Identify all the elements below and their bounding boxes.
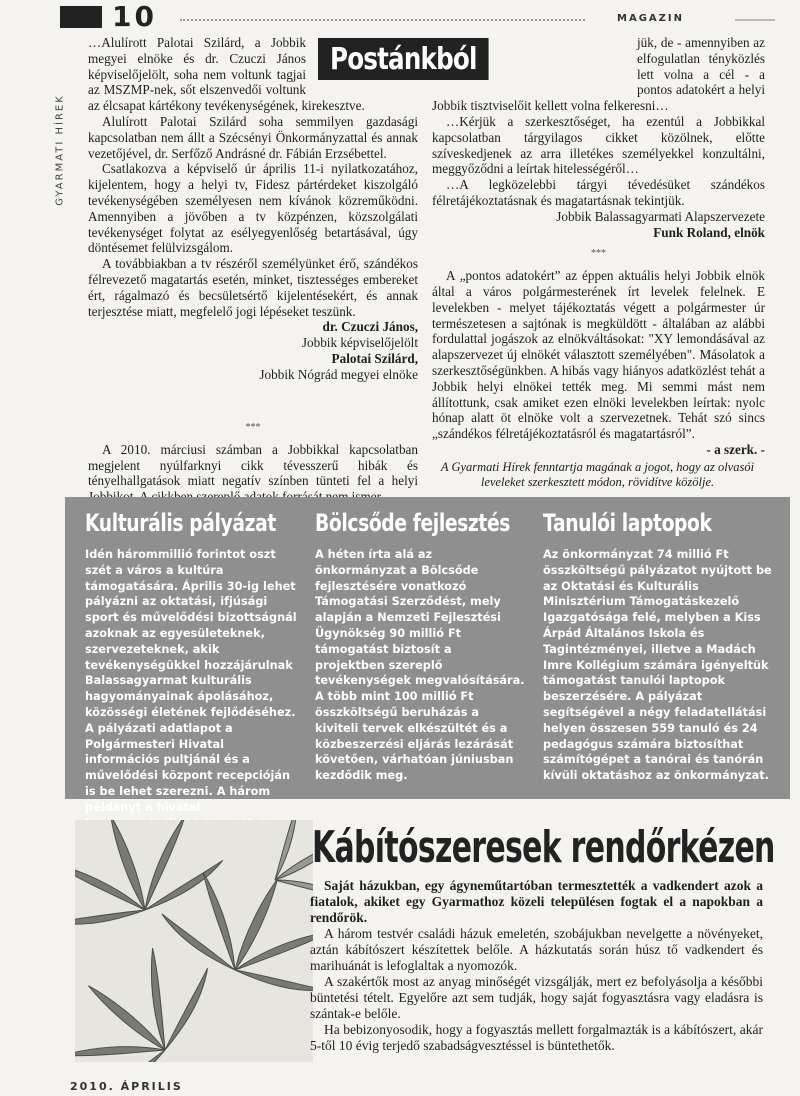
header-rule [180,19,585,21]
news-box-title: Bölcsőde fejlesztés [315,509,511,537]
separator: *** [245,422,261,433]
letter-paragraph: …A legközelebbi tárgyi tévedésüket szándékos félretájékoztatásnak és magatartásnak tekintjük. [432,177,765,208]
letters-title: Postánkból [318,38,489,80]
reply-paragraph: A „pontos adatokért” az éppen aktuális helyi Jobbik elnök által a város polgármesterének írt levelek felelnek. E levelekben - melyet tájékoztatás végett a polgármester úr természetesen a sajtónak is megküldött - általában az alábbi fordulattal jogászok az elnökváltásokat: "XY lemondásával az alapszervezet új elnökét választott személyében". Másolatok a szerkesztőségünkben. A hibás vagy hiányos adatközlést tehát a Jobbik helyi elnökei tették meg. Mi semmi mást nem állítottunk, csak amiket ezen elnöki levelekben leírtak: nyolc hónap alatt öt elnöke volt a szervezetnek. Tehát szó sincs „szándékos félretájékoztatásról és magatartásról”. [432,268,765,442]
editorial-notice: A Gyarmati Hírek fenntartja magának a jogot, hogy az olvasói leveleket szerkesztett módon, rövidítve közölje. [440,460,755,489]
letter-paragraph: Alulírott Palotai Szilárd soha semmilyen gazdasági kapcsolatban nem állt a Szécsényi Önkormányzattal és annak vezetőjével, dr. Serfőző Andrásné dr. Fábián Erzsébettel. [88,113,418,161]
letters-column-left [88,35,418,383]
signature-org: Jobbik Balassagyarmati Alapszervezete [556,208,765,224]
article-title: Kábítószeresek rendőrkézen [312,822,775,873]
news-box-culture [85,497,300,863]
letter-paragraph: …Alulírott Palotai Szilárd, a Jobbik megyei elnöke és dr. Czuczi János képviselőjelölt, soha nem voltunk tagjai az MSZMP-nek, sőt elszenvedői voltunk az élcsapat kártékony tevékenységének, kirekesztve. [88,35,365,114]
section-label: MAGAZIN [617,13,684,24]
side-label: GYARMATI HÍREK [54,94,66,206]
article-lead: Saját házukban, egy ágyneműtartóban termesztették a vadkendert azok a fiatalok, akiket egy Gyarmathoz közeli településen fogtak el a napokban a rendőrök. [310,878,763,925]
news-strip [65,497,790,814]
signature-name: Palotai Szilárd, [331,350,418,366]
leaf-illustration-icon [75,820,313,1062]
reply-signature: - a szerk. - [706,441,765,457]
letter-paragraph: jük, de - amennyiben az elfogulatlan tényközlés lett volna a cél - a pontos adatokért a helyi Jobbik tisztviselőit kellett volna felkeresni… [432,35,765,114]
signature-role: Jobbik Nógrád megyei elnöke [259,366,418,382]
news-box-text: Az önkormányzat 74 millió Ft összköltségű pályázatot nyújtott be az Oktatási és Kulturális Minisztérium Támogatáskezelő Igazgatósága felé, melyben a Kiss Árpád Általános Iskola és Tagintézményei, illetve a Madách Imre Kollégium számára igényeltük támogatást tanulói laptopok beszerzésére. A pályázat segítségével a négy feladatellátási helyen összesen 559 tanuló és 24 pedagógus számára biztosíthat számítógépet a tanórai és tanórán kívüli oktatáshoz az önkormányzat. [543,548,772,783]
letters-column-right [432,35,765,458]
letter-paragraph: Csatlakozva a képviselő úr április 11-i nyilatkozatához, kijelentem, hogy a helyi tv, Fidesz pártérdeket kiszolgáló tevékenységében személyesen nem kívánok közreműködni. Amennyiben a jövőben a tv közpénzen, közszolgálati tevékenységet folytat az esélyegyenlőség betartásával, úgy döntésemet felülvizsgálom. [88,161,418,256]
article-body [310,878,763,1054]
page-header [0,0,800,36]
cannabis-photo [75,820,313,1062]
news-box-nursery [315,497,525,784]
article-paragraph: A három testvér családi házuk emeletén, szobájukban nevelgette a növényeket, aztán kábítószert készítettek belőle. A házkutatás során húsz tő vadkendert és marihuánát is lefoglaltak a nyomozók. [310,926,763,973]
letter-paragraph: …Kérjük a szerkesztőséget, ha ezentúl a Jobbikkal kapcsolatban tárgyilagos cikket közölnek, előtte szíveskedjenek az arra illetékes személyekkel konzultálni, meggyőződni a leírtak hitelességéről… [432,113,765,177]
letter-paragraph: A 2010. márciusi számban a Jobbikkal kapcsolatban megjelent nyúlfarknyi cikk tévesszerű hibák és tényelhallgatások miatt negatív színben tünteti fel a helyi [88,441,418,489]
separator: *** [591,248,606,260]
header-rule-right [735,19,775,21]
article-paragraph: A szakértők most az anyag minőségét vizsgálják, mert ez befolyásolja a későbbi büntetési tételt. Egyelőre azt sem tudják, hogy saját fogyasztásra vagy eladásra is szántak-e belőle. [310,974,763,1021]
news-box-text: Idén hárommillió forintot oszt szét a város a kultúra támogatására. Április 30-ig lehet pályázni az oktatási, ifjúsági sport és művelődési bizottságnál azoknak az egyesületeknek, szervezeteknek, akik tevékenységükkel hozzájárulnak Balassagyarmat kulturális hagyományainak ápolásához, közösségi életének fejlődéséhez. A pályázati adatlapot a Polgármesteri Hivatal információs pultjánál és a művelődési központ recepcióján is be lehet szerezni. A három példányt a hivatal [85,548,297,814]
letters-column-left-lower [88,414,418,505]
news-box-laptops [543,497,773,784]
signature-name: dr. Czuczi János, [322,319,418,335]
page-number: 10 [112,0,157,33]
page-footer: 2010. ÁPRILIS [70,1080,183,1093]
article-paragraph: Ha bebizonyosodik, hogy a fogyasztás mellett forgalmazták is a kábítószert, akár 5-től 10 évig terjedő szabadságvesztéssel is büntethetők. [310,1022,763,1053]
signature-role: Jobbik képviselőjelölt [301,335,418,351]
letter-paragraph: A továbbiakban a tv részéről személyünket érő, szándékos félrevezető magatartás esetén, minket, tisztességes embereket ért, rágalmazó és becsületsértő kijelentésekért, és annak terjesztése miatt, megfelelő jogi lépéseket teszünk. [88,256,418,319]
signature-name: Funk Roland, elnök [653,224,765,240]
header-bar [60,6,102,28]
news-box-title: Kulturális pályázat [85,509,276,537]
news-box-text: A héten írta alá az önkormányzat a Bölcsőde fejlesztésére vonatkozó Támogatási Szerződést, mely alapján a Nemzeti Fejlesztési Ügynökség 90 millió Ft támogatást biztosít a projektben szereplő tevékenységek megvalósítására. A több mint 100 millió Ft összköltségű beruházás a kiviteli tervek elkészültét és a közbeszerzési eljárás lezárását követően, várhatóan júniusban kezdődik meg. [315,548,525,783]
news-box-title: Tanulói laptopok [543,509,712,537]
